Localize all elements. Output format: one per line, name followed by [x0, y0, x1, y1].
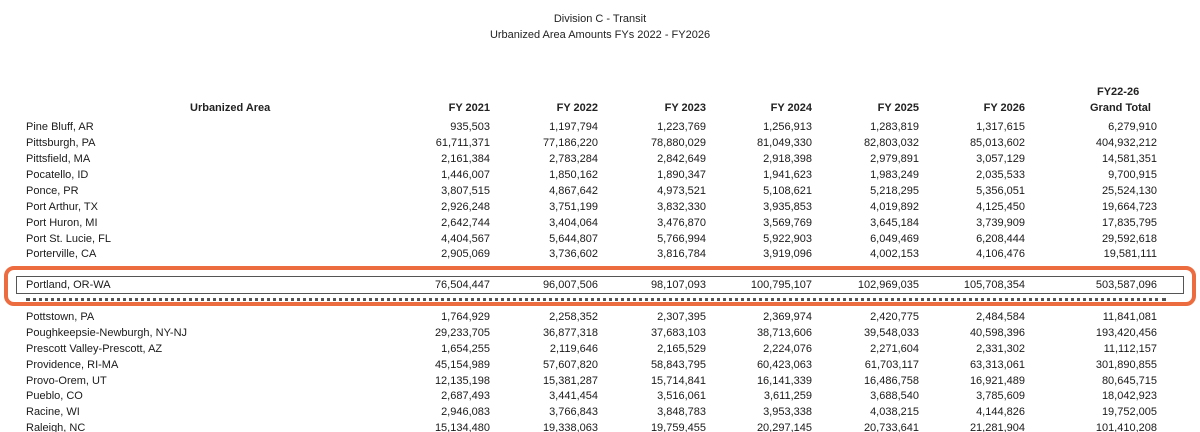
fy2024-value: 38,713,606: [756, 327, 812, 339]
fy2025-value: 3,688,540: [870, 390, 919, 402]
fy2024-value: 81,049,330: [756, 137, 812, 149]
fy2025-value: 102,969,035: [857, 279, 919, 291]
fy2024-value: 16,141,339: [756, 375, 812, 387]
fy2023-value: 4,973,521: [657, 185, 706, 197]
fy2023-value: 15,714,841: [650, 375, 706, 387]
grand-total-value: 6,279,910: [1108, 121, 1157, 133]
fy2021-value: 935,503: [450, 121, 490, 133]
fy2023-value: 3,516,061: [657, 390, 706, 402]
table-row: [0, 404, 1200, 420]
fy2022-value: 36,877,318: [542, 327, 598, 339]
fy2024-value: 100,795,107: [750, 279, 812, 291]
fy2026-value: 21,281,904: [969, 422, 1025, 432]
fy2023-value: 3,832,330: [657, 201, 706, 213]
area-name: Providence, RI-MA: [26, 359, 119, 371]
fy2022-value: 96,007,506: [542, 279, 598, 291]
area-name: Pocatello, ID: [26, 169, 89, 181]
fy2023-value: 58,843,795: [650, 359, 706, 371]
fy2026-value: 2,484,584: [976, 311, 1025, 323]
fy2026-value: 40,598,396: [969, 327, 1025, 339]
fy2026-value: 2,035,533: [976, 169, 1025, 181]
grand-total-value: 17,835,795: [1101, 217, 1157, 229]
fy2023-value: 1,223,769: [657, 121, 706, 133]
fy2021-value: 45,154,989: [434, 359, 490, 371]
fy2025-value: 5,218,295: [870, 185, 919, 197]
fy2021-value: 12,135,198: [434, 375, 490, 387]
fy2023-value: 3,848,783: [657, 406, 706, 418]
fy2025-value: 20,733,641: [863, 422, 919, 432]
table-row: [0, 215, 1200, 231]
header-fy2021: FY 2021: [448, 102, 490, 114]
fy2026-value: 5,356,051: [976, 185, 1025, 197]
fy2023-value: 3,476,870: [657, 217, 706, 229]
grand-total-value: 11,841,081: [1102, 311, 1157, 323]
fy2022-value: 3,751,199: [549, 201, 598, 213]
grand-total-value: 9,700,915: [1108, 169, 1157, 181]
fy2022-value: 3,404,064: [549, 217, 598, 229]
table-row: [0, 135, 1200, 151]
fy2022-value: 4,867,642: [549, 185, 598, 197]
fy2026-value: 1,317,615: [976, 121, 1025, 133]
area-name: Port Huron, MI: [26, 217, 98, 229]
grand-total-value: 503,587,096: [1095, 279, 1157, 291]
fy2024-value: 3,953,338: [763, 406, 812, 418]
header-urbanized-area: Urbanized Area: [190, 102, 271, 114]
fy2025-value: 16,486,758: [863, 375, 919, 387]
fy2026-value: 3,785,609: [976, 390, 1025, 402]
fy2021-value: 2,905,069: [441, 248, 490, 260]
area-name: Port St. Lucie, FL: [26, 233, 111, 245]
fy2024-value: 2,369,974: [763, 311, 812, 323]
fy2021-value: 1,654,255: [441, 343, 490, 355]
fy2023-value: 3,816,784: [657, 248, 706, 260]
grand-total-value: 29,592,618: [1101, 233, 1157, 245]
fy2025-value: 61,703,117: [864, 359, 919, 371]
header-fy2022: FY 2022: [556, 102, 598, 114]
fy2024-value: 3,611,259: [763, 390, 812, 402]
header-fy2023: FY 2023: [664, 102, 706, 114]
fy2024-value: 3,569,769: [763, 217, 812, 229]
fy2022-value: 2,119,646: [549, 343, 598, 355]
fy2022-value: 57,607,820: [542, 359, 598, 371]
table-row: [0, 325, 1200, 341]
fy2022-value: 2,783,284: [549, 153, 598, 165]
fy2026-value: 4,106,476: [976, 248, 1025, 260]
grand-total-value: 25,524,130: [1101, 185, 1157, 197]
table-row: [0, 341, 1200, 357]
table-row: [0, 167, 1200, 183]
fy2026-value: 3,057,129: [976, 153, 1025, 165]
highlight-annotation-box: [4, 266, 1196, 306]
fy2021-value: 61,711,371: [435, 137, 490, 149]
grand-total-value: 193,420,456: [1095, 327, 1157, 339]
document-title: Division C - Transit: [553, 13, 647, 25]
fy2021-value: 29,233,705: [434, 327, 490, 339]
fy2025-value: 1,283,819: [870, 121, 919, 133]
area-name: Port Arthur, TX: [26, 201, 98, 213]
fy2025-value: 4,002,153: [870, 248, 919, 260]
fy2025-value: 4,019,892: [870, 201, 919, 213]
fy2026-value: 63,313,061: [969, 359, 1025, 371]
grand-total-value: 19,752,005: [1101, 406, 1157, 418]
document-subtitle: Urbanized Area Amounts FYs 2022 - FY2026: [489, 29, 711, 41]
fy2023-value: 1,890,347: [657, 169, 706, 181]
table-row: [0, 357, 1200, 373]
grand-total-value: 14,581,351: [1101, 153, 1157, 165]
fy2025-value: 1,983,249: [870, 169, 919, 181]
fy2022-value: 1,850,162: [549, 169, 598, 181]
grand-total-value: 18,042,923: [1101, 390, 1157, 402]
area-name: Portland, OR-WA: [26, 279, 111, 291]
area-name: Porterville, CA: [26, 248, 97, 260]
fy2024-value: 5,108,621: [763, 185, 812, 197]
area-name: Prescott Valley-Prescott, AZ: [26, 343, 163, 355]
fy2023-value: 5,766,994: [657, 233, 706, 245]
fy2022-value: 19,338,063: [542, 422, 598, 432]
table-row: [0, 183, 1200, 199]
fy2022-value: 5,644,807: [549, 233, 598, 245]
area-name: Pottstown, PA: [26, 311, 95, 323]
fy2021-value: 2,161,384: [441, 153, 490, 165]
fy2025-value: 4,038,215: [870, 406, 919, 418]
area-name: Ponce, PR: [26, 185, 79, 197]
grand-total-value: 19,664,723: [1101, 201, 1157, 213]
fy2024-value: 2,224,076: [763, 343, 812, 355]
fy2025-value: 3,645,184: [870, 217, 919, 229]
fy2021-value: 3,807,515: [441, 185, 490, 197]
fy2026-value: 4,144,826: [976, 406, 1025, 418]
table-row: [0, 373, 1200, 389]
header-grand-total: Grand Total: [1090, 102, 1151, 114]
fy2021-value: 2,946,083: [441, 406, 490, 418]
fy2024-value: 2,918,398: [763, 153, 812, 165]
area-name: Raleigh, NC: [26, 422, 86, 432]
grand-total-value: 404,932,212: [1095, 137, 1157, 149]
fy2022-value: 1,197,794: [549, 121, 598, 133]
fy2021-value: 4,404,567: [441, 233, 490, 245]
table-row: [0, 151, 1200, 167]
area-name: Racine, WI: [26, 406, 80, 418]
fy2026-value: 16,921,489: [969, 375, 1025, 387]
fy2021-value: 76,504,447: [434, 279, 490, 291]
fy2024-value: 3,935,853: [763, 201, 812, 213]
fy2023-value: 2,842,649: [657, 153, 706, 165]
fy2021-value: 1,764,929: [441, 311, 490, 323]
fy2022-value: 3,736,602: [549, 248, 598, 260]
fy2023-value: 19,759,455: [650, 422, 706, 432]
fy2026-value: 4,125,450: [976, 201, 1025, 213]
table-row: [0, 420, 1200, 432]
area-name: Poughkeepsie-Newburgh, NY-NJ: [26, 327, 188, 339]
fy2024-value: 1,256,913: [763, 121, 812, 133]
fy2026-value: 3,739,909: [976, 217, 1025, 229]
fy2021-value: 15,134,480: [434, 422, 490, 432]
fy2025-value: 2,271,604: [870, 343, 919, 355]
fy2025-value: 82,803,032: [863, 137, 919, 149]
fy2024-value: 60,423,063: [756, 359, 812, 371]
area-name: Pittsfield, MA: [26, 153, 91, 165]
fy2022-value: 3,441,454: [549, 390, 598, 402]
fy2026-value: 2,331,302: [976, 343, 1025, 355]
header-total-fy-range: FY22-26: [1097, 86, 1140, 98]
fy2024-value: 1,941,623: [763, 169, 812, 181]
table-row: [0, 388, 1200, 404]
fy2023-value: 98,107,093: [650, 279, 706, 291]
fy2022-value: 2,258,352: [549, 311, 598, 323]
grand-total-value: 301,890,855: [1095, 359, 1157, 371]
grand-total-value: 101,410,208: [1095, 422, 1157, 432]
fy2025-value: 2,979,891: [870, 153, 919, 165]
area-name: Pine Bluff, AR: [26, 121, 94, 133]
grand-total-value: 19,581,111: [1103, 248, 1157, 260]
area-name: Provo-Orem, UT: [26, 375, 107, 387]
fy2022-value: 77,186,220: [542, 137, 598, 149]
grand-total-value: 80,645,715: [1101, 375, 1157, 387]
area-name: Pueblo, CO: [26, 390, 83, 402]
table-row: [0, 309, 1200, 325]
table-row: [0, 199, 1200, 215]
fy2023-value: 2,165,529: [657, 343, 706, 355]
fy2023-value: 37,683,103: [650, 327, 706, 339]
header-fy2025: FY 2025: [877, 102, 919, 114]
fy2026-value: 105,708,354: [963, 279, 1025, 291]
fy2026-value: 85,013,602: [969, 137, 1025, 149]
fy2024-value: 3,919,096: [763, 248, 812, 260]
fy2024-value: 20,297,145: [756, 422, 812, 432]
header-fy2026: FY 2026: [983, 102, 1025, 114]
fy2022-value: 3,766,843: [549, 406, 598, 418]
fy2021-value: 1,446,007: [441, 169, 490, 181]
fy2023-value: 78,880,029: [650, 137, 706, 149]
fy2022-value: 15,381,287: [542, 375, 598, 387]
fy2025-value: 39,548,033: [863, 327, 919, 339]
area-name: Pittsburgh, PA: [26, 137, 96, 149]
fy2026-value: 6,208,444: [976, 233, 1025, 245]
fy2024-value: 5,922,903: [763, 233, 812, 245]
grand-total-value: 11,112,157: [1103, 343, 1157, 355]
fy2025-value: 2,420,775: [870, 311, 919, 323]
fy2021-value: 2,926,248: [441, 201, 490, 213]
table-row: [0, 231, 1200, 247]
fy2021-value: 2,642,744: [441, 217, 490, 229]
table-row: [0, 246, 1200, 262]
table-row: [0, 119, 1200, 135]
header-fy2024: FY 2024: [770, 102, 812, 114]
fy2023-value: 2,307,395: [657, 311, 706, 323]
fy2025-value: 6,049,469: [870, 233, 919, 245]
fy2021-value: 2,687,493: [441, 390, 490, 402]
